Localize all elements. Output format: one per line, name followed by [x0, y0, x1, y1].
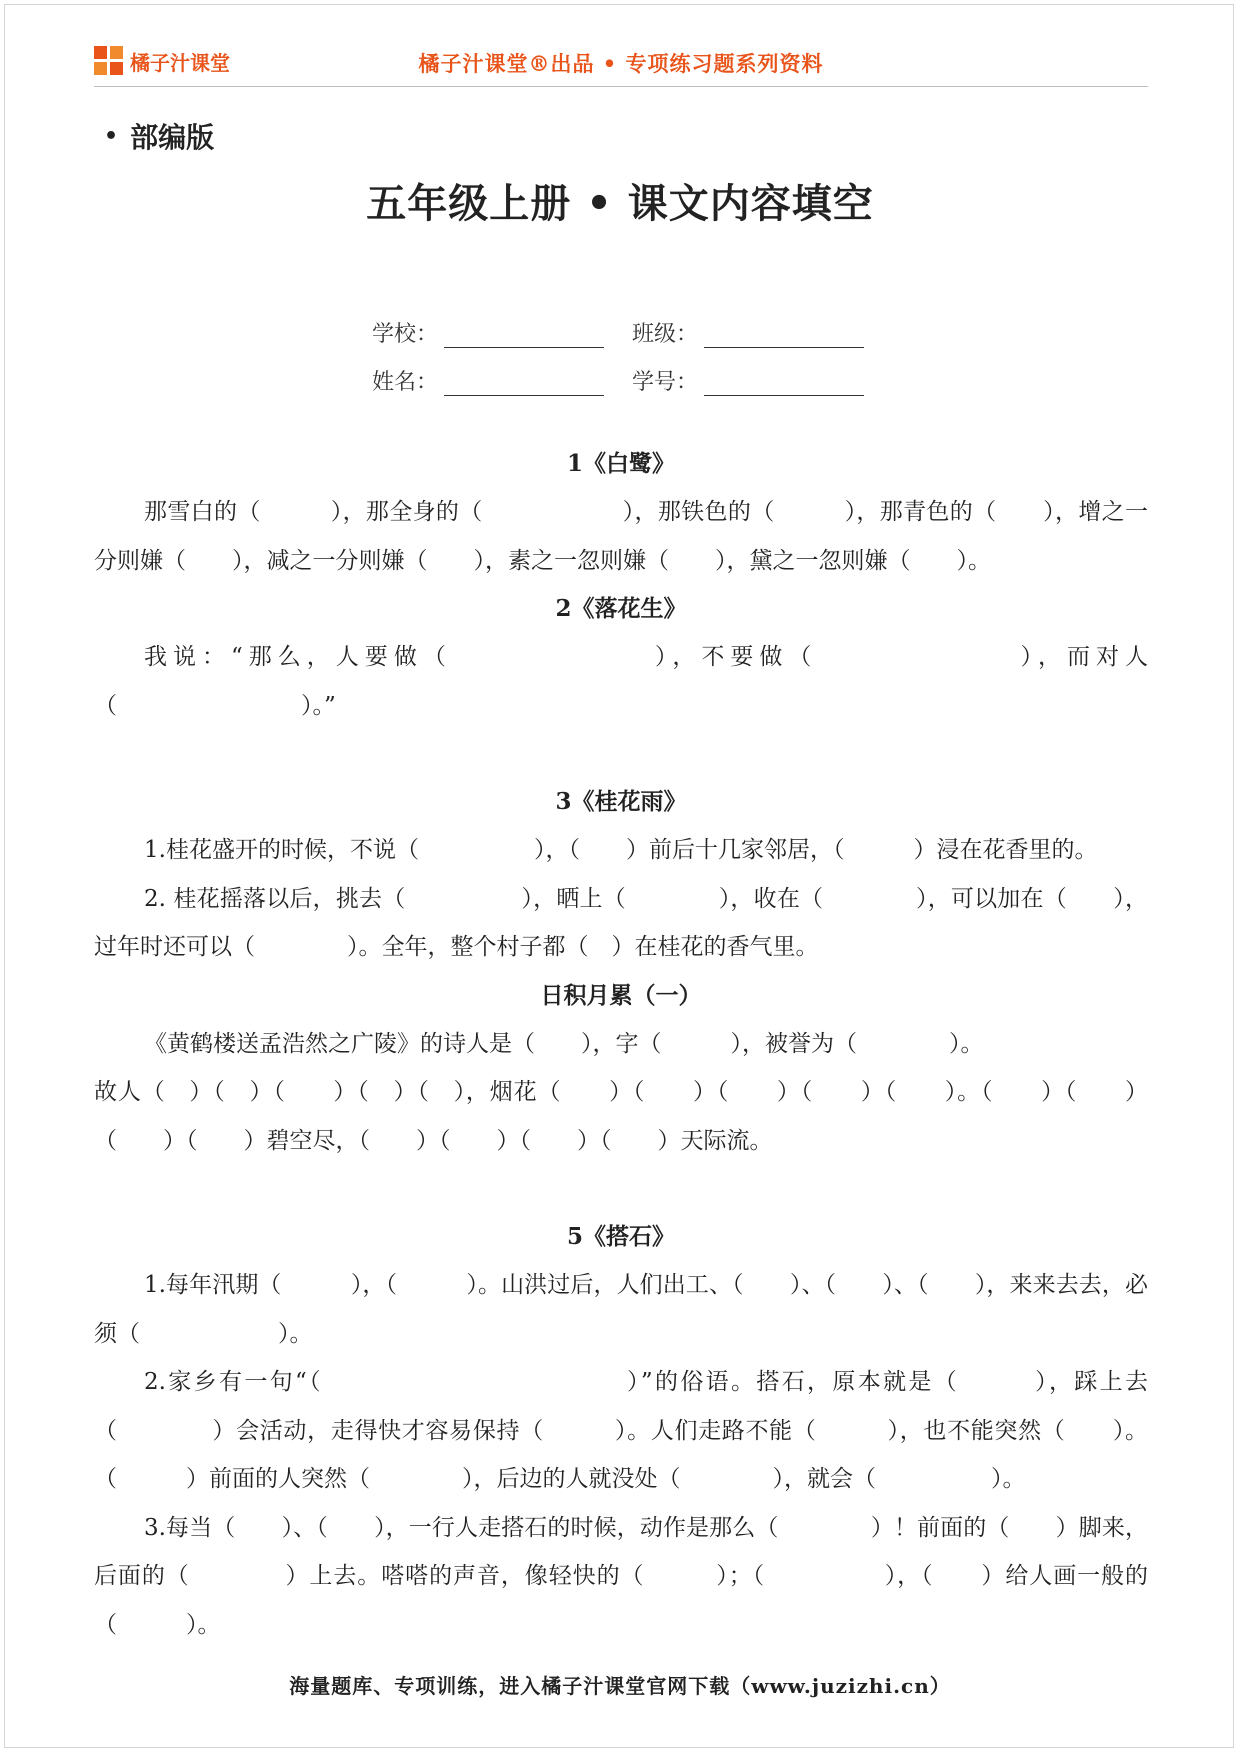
exercise-paragraph: 我说：“那么，人要做（ ），不要做（ ），而对人（ ）。” [94, 644, 1148, 719]
exercise-paragraph: 1.每年汛期（ ），（ ）。山洪过后，人们出工、（ ）、（ ）、（ ），来来去去，必须（ ）。 [94, 1272, 1148, 1347]
edition-text: 部编版 [130, 121, 215, 154]
section-title: 1《白鹭》 [566, 450, 675, 477]
page-footer: 海量题库、专项训练，进入橘子汁课堂官网下载（www.juzizhi.cn） [289, 1674, 951, 1698]
page-header [94, 40, 1148, 87]
class-blank[interactable] [704, 323, 864, 348]
school-field[interactable] [372, 317, 604, 348]
name-label: 姓名： [372, 370, 439, 395]
exercise-paragraph: 那雪白的（ ），那全身的（ ），那铁色的（ ），那青色的（ ），增之一分则嫌（ ），减之一分则嫌（ ），素之一忽则嫌（ ），黛之一忽则嫌（ ）。 [94, 499, 1148, 574]
exercise-paragraph: 故人（ ）（ ）（ ）（ ）（ ），烟花（ ）（ ）（ ）（ ）（ ）。（ ）（ ）（ ）（ ）碧空尽，（ ）（ ）（ ）（ ）天际流。 [94, 1079, 1148, 1154]
exercise-paragraph: 3.每当（ ）、（ ），一行人走搭石的时候，动作是那么（ ）！前面的（ ）脚来，后面的（ ）上去。嗒嗒的声音，像轻快的（ ）；（ ），（ ）给人画一般的（ ）。 [94, 1514, 1148, 1638]
section-title: 2《落花生》 [555, 595, 687, 622]
exercise-paragraph: 2. 桂花摇落以后，挑去（ ），晒上（ ），收在（ ），可以加在（ ），过年时还可以（ ）。全年，整个村子都（ ）在桂花的香气里。 [94, 885, 1148, 960]
edition-label [104, 116, 214, 156]
name-field[interactable] [372, 365, 604, 396]
exercise-paragraph: 1.桂花盛开的时候，不说（ ），（ ）前后十几家邻居，（ ）浸在花香里的。 [144, 837, 1098, 863]
logo-text: 橘子汁课堂 [130, 50, 230, 75]
id-label: 学号： [632, 370, 699, 395]
page-title: 五年级上册 • 课文内容填空 [366, 180, 874, 227]
bullet-icon: • [104, 124, 119, 149]
exercise-paragraph: 2.家乡有一句“（ ）”的俗语。搭石，原本就是（ ），踩上去（ ）会活动，走得快才容易保持（ ）。人们走路不能（ ），也不能突然（ ）。（ ）前面的人突然（ ），后边的人就没处（ ），就会（ ）。 [94, 1369, 1148, 1492]
id-field[interactable] [632, 365, 864, 396]
student-info [372, 300, 892, 396]
info-row [372, 300, 892, 348]
school-label: 学校： [372, 322, 439, 347]
id-blank[interactable] [704, 371, 864, 396]
exercise-paragraph: 《黄鹤楼送孟浩然之广陵》的诗人是（ ），字（ ），被誉为（ ）。 [144, 1030, 984, 1057]
class-field[interactable] [632, 317, 864, 348]
class-label: 班级： [632, 322, 699, 347]
exercise-content [94, 440, 1148, 1649]
section-title: 5《搭石》 [566, 1223, 675, 1250]
school-blank[interactable] [444, 323, 604, 348]
info-row [372, 348, 892, 396]
section-title: 3《桂花雨》 [555, 788, 687, 815]
section-title: 日积月累（一） [540, 981, 702, 1009]
name-blank[interactable] [444, 371, 604, 396]
header-title: 橘子汁课堂®出品 • 专项练习题系列资料 [418, 51, 824, 76]
